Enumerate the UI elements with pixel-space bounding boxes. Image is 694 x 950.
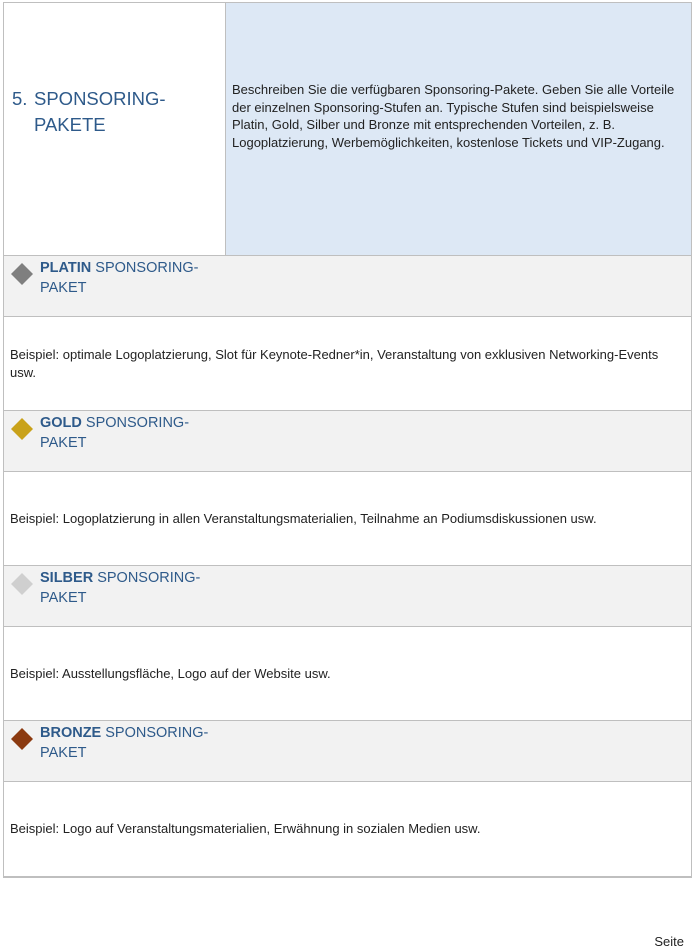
tier-suffix: SPONSORING-PAKET <box>40 415 190 451</box>
tier-title <box>40 414 220 453</box>
section-title-text: SPONSORING-PAKETE <box>34 88 166 135</box>
tier-example-gold <box>4 472 691 566</box>
tier-example-text: Beispiel: optimale Logoplatzierung, Slot für Keynote-Redner*in, Veranstaltung von exklusiven Networking-Events usw. <box>10 347 659 380</box>
tier-example-text: Beispiel: Logoplatzierung in allen Veranstaltungsmaterialien, Teilnahme an Podiumsdiskussionen usw. <box>10 510 597 526</box>
diamond-icon <box>10 572 34 596</box>
tier-title <box>40 724 220 763</box>
tier-suffix: SPONSORING-PAKET <box>40 260 199 296</box>
tier-example-platin <box>4 317 691 411</box>
section-header-row <box>4 3 691 256</box>
page-label: Seite <box>654 934 684 949</box>
tier-header-gold <box>4 411 691 472</box>
tier-header-silber <box>4 566 691 627</box>
diamond-icon <box>10 417 34 441</box>
tier-name: PLATIN <box>40 260 92 276</box>
tier-example-text: Beispiel: Ausstellungsfläche, Logo auf der Website usw. <box>10 665 331 681</box>
section-title <box>12 86 225 138</box>
tier-name: SILBER <box>40 570 94 586</box>
tier-name: GOLD <box>40 415 82 431</box>
section-description: Beschreiben Sie die verfügbaren Sponsoring-Pakete. Geben Sie alle Vorteile der einzelnen Sponsoring-Stufen an. Typische Stufen sind beispielsweise Platin, Gold, Silber und Bronze mit entsprechenden Vorteilen, z. B. Logoplatzierung, Werbemöglichkeiten, kostenlose Tickets und VIP-Zugang. <box>226 3 691 255</box>
tier-example-silber <box>4 627 691 721</box>
tier-example-bronze <box>4 782 691 876</box>
tier-title <box>40 259 220 298</box>
tier-header-bronze <box>4 721 691 782</box>
section-number: 5. <box>12 88 28 109</box>
sponsoring-table <box>3 2 692 878</box>
tier-suffix: SPONSORING-PAKET <box>40 570 201 606</box>
tier-name: BRONZE <box>40 725 102 741</box>
tier-title <box>40 569 220 608</box>
tier-example-text: Beispiel: Logo auf Veranstaltungsmaterialien, Erwähnung in sozialen Medien usw. <box>10 821 481 837</box>
diamond-icon <box>10 727 34 751</box>
tier-suffix: SPONSORING-PAKET <box>40 725 209 761</box>
diamond-icon <box>10 262 34 286</box>
section-title-cell <box>4 3 226 255</box>
tier-header-platin <box>4 256 691 317</box>
